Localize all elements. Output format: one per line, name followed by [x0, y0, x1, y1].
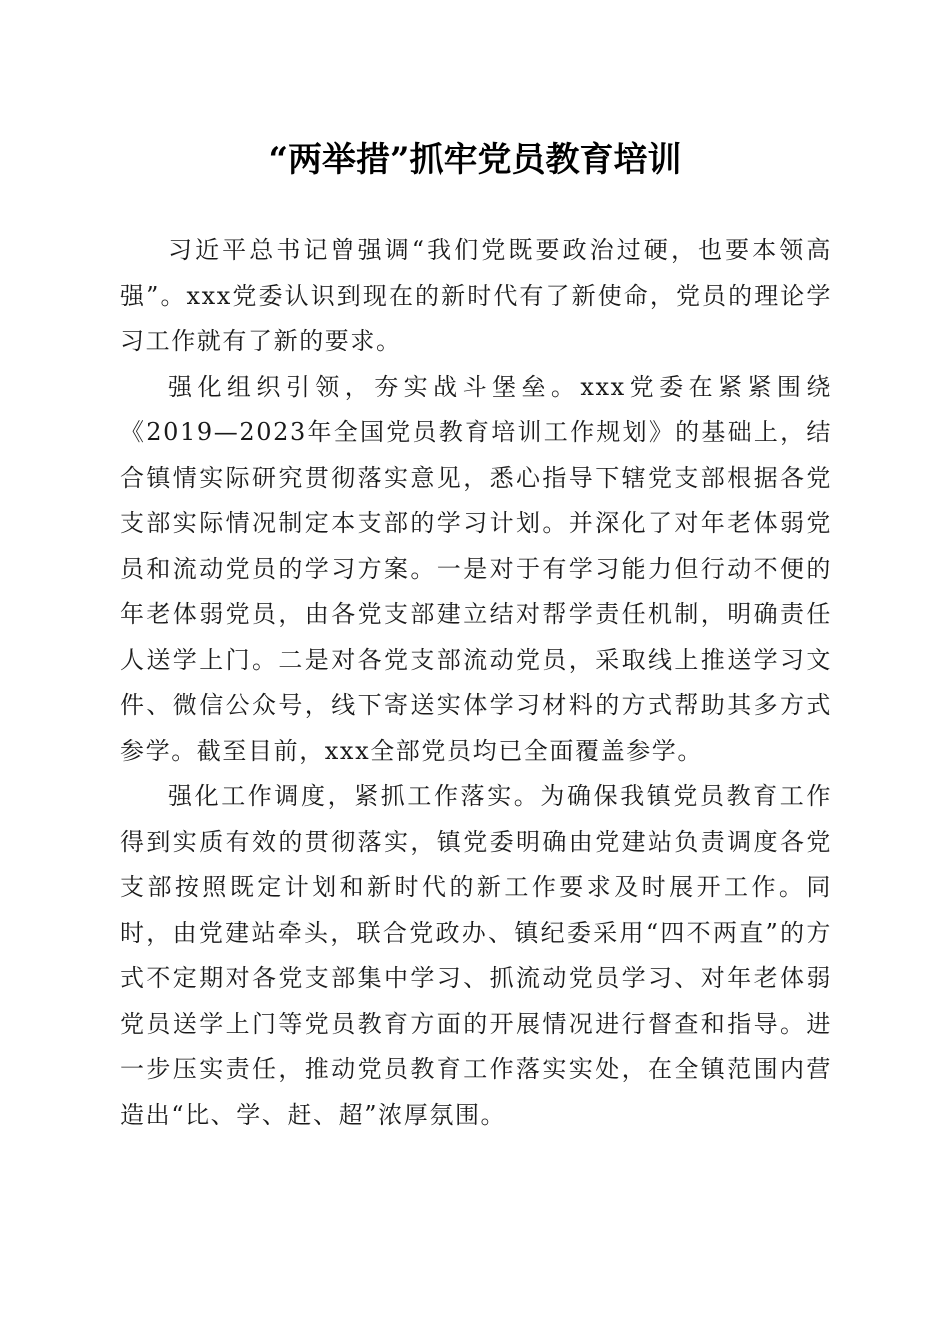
- document-title: “两举措”抓牢党员教育培训: [268, 140, 682, 180]
- paragraph-scheduling: 强化工作调度，紧抓工作落实。为确保我镇党员教育工作得到实质有效的贯彻落实，镇党委明确由党建站负责调度各党支部按照既定计划和新时代的新工作要求及时展开工作。同时，由党建站牵头，联合党政办、镇纪委采用“四不两直”的方式不定期对各党支部集中学习、抓流动党员学习、对年老体弱党员送学上门等党员教育方面的开展情况进行督查和指导。进一步压实责任，推动党员教育工作落实实处，在全镇范围内营造出“比、学、赶、超”浓厚氛围。: [120, 782, 832, 1129]
- document-body: [120, 228, 832, 1138]
- paragraph-organization: 强化组织引领，夯实战斗堡垒。xxx党委在紧紧围绕《2019—2023年全国党员教育培训工作规划》的基础上，结合镇情实际研究贯彻落实意见，悉心指导下辖党支部根据各党支部实际情况制定本支部的学习计划。并深化了对年老体弱党员和流动党员的学习方案。一是对于有学习能力但行动不便的年老体弱党员，由各党支部建立结对帮学责任机制，明确责任人送学上门。二是对各党支部流动党员，采取线上推送学习文件、微信公众号，线下寄送实体学习材料的方式帮助其多方式参学。截至目前，xxx全部党员均已全面覆盖参学。: [120, 372, 832, 765]
- paragraph-intro: 习近平总书记曾强调“我们党既要政治过硬，也要本领高强”。xxx党委认识到现在的新时代有了新使命，党员的理论学习工作就有了新的要求。: [120, 236, 832, 355]
